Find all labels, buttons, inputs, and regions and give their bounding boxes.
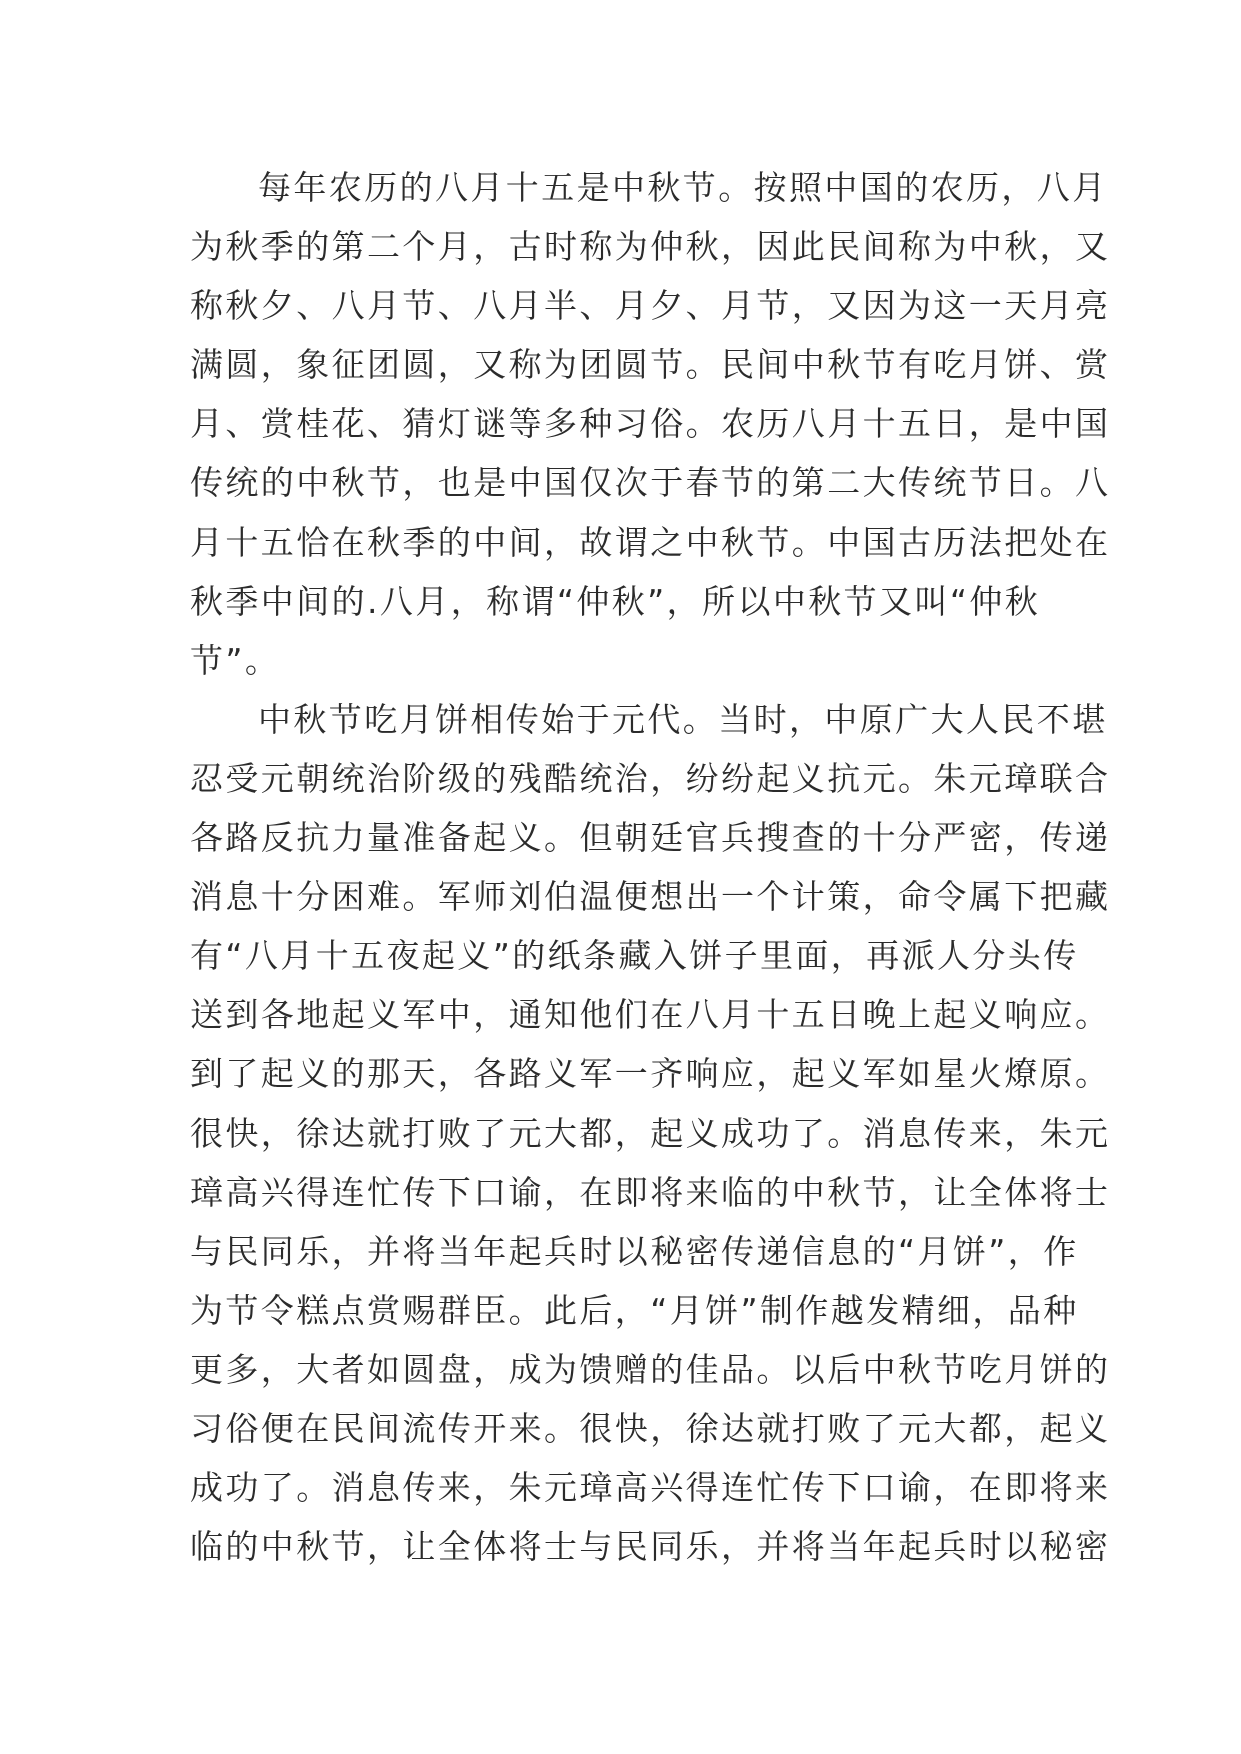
paragraph-line: 月十五恰在秋季的中间，故谓之中秋节。中国古历法把处在	[190, 522, 1111, 562]
paragraph-line: 称秋夕、八月节、八月半、月夕、月节，又因为这一天月亮	[190, 286, 1111, 326]
paragraph-line: 与民同乐，并将当年起兵时以秘密传递信息的“月饼”，作	[190, 1231, 1079, 1271]
paragraph-line: 成功了。消息传来，朱元璋高兴得连忙传下口谕，在即将来	[190, 1468, 1111, 1508]
paragraph-line: 璋高兴得连忙传下口谕，在即将来临的中秋节，让全体将士	[190, 1172, 1111, 1212]
paragraph-line: 送到各地起义军中，通知他们在八月十五日晚上起义响应。	[190, 995, 1111, 1035]
paragraph-mooncake-legend	[190, 690, 1111, 1576]
paragraph-mid-autumn-intro	[190, 158, 1111, 690]
paragraph-line: 忍受元朝统治阶级的残酷统治，纷纷起义抗元。朱元璋联合	[190, 758, 1111, 798]
paragraph-line: 消息十分困难。军师刘伯温便想出一个计策，命令属下把藏	[190, 877, 1111, 917]
paragraph-line: 月、赏桂花、猜灯谜等多种习俗。农历八月十五日，是中国	[190, 404, 1111, 444]
paragraph-line: 有“八月十五夜起义”的纸条藏入饼子里面，再派人分头传	[190, 936, 1079, 976]
paragraph-line: 传统的中秋节，也是中国仅次于春节的第二大传统节日。八	[190, 463, 1111, 503]
paragraph-line: 习俗便在民间流传开来。很快，徐达就打败了元大都，起义	[190, 1408, 1111, 1448]
paragraph-line: 节”。	[190, 640, 281, 680]
paragraph-line: 很快，徐达就打败了元大都，起义成功了。消息传来，朱元	[190, 1113, 1111, 1153]
paragraph-line: 临的中秋节，让全体将士与民同乐，并将当年起兵时以秘密	[190, 1527, 1111, 1567]
paragraph-line: 为节令糕点赏赐群臣。此后，“月饼”制作越发精细，品种	[190, 1290, 1079, 1330]
paragraph-line: 各路反抗力量准备起义。但朝廷官兵搜查的十分严密，传递	[190, 818, 1111, 858]
paragraph-line: 满圆，象征团圆，又称为团圆节。民间中秋节有吃月饼、赏	[190, 345, 1111, 385]
paragraph-line: 到了起义的那天，各路义军一齐响应，起义军如星火燎原。	[190, 1054, 1111, 1094]
paragraph-line: 秋季中间的.八月，称谓“仲秋”，所以中秋节又叫“仲秋	[190, 581, 1041, 621]
document-body	[190, 158, 1111, 1576]
paragraph-line: 更多，大者如圆盘，成为馈赠的佳品。以后中秋节吃月饼的	[190, 1349, 1111, 1389]
paragraph-line: 为秋季的第二个月，古时称为仲秋，因此民间称为中秋，又	[190, 227, 1111, 267]
paragraph-line: 中秋节吃月饼相传始于元代。当时，中原广大人民不堪	[258, 699, 1108, 739]
paragraph-line: 每年农历的八月十五是中秋节。按照中国的农历，八月	[258, 168, 1108, 207]
